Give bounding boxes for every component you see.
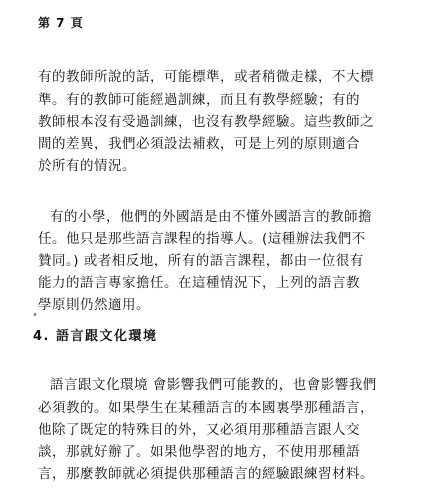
paragraph-1-line-3: 教師根本沒有受過訓練，也沒有教學經驗。這些教師之 bbox=[38, 114, 374, 130]
paragraph-3-line-5: 言，那麼教師就必須提供那種語言的經驗跟練習材料。 bbox=[38, 466, 374, 482]
paragraph-1-line-5: 於所有的情況。 bbox=[38, 158, 136, 174]
paragraph-3-line-2: 必須教的。如果學生在某種語言的本國裏學那種語言， bbox=[38, 400, 374, 416]
page-number: 第 7 頁 bbox=[38, 16, 84, 30]
section-heading: 4. 語言跟文化環境 bbox=[33, 329, 158, 344]
paragraph-2-line-1: 有的小學，他們的外國語是由不懂外國語言的教師擔 bbox=[50, 209, 372, 225]
paragraph-3-line-3: 他除了既定的特殊目的外，又必須用那種語言跟人交 bbox=[38, 422, 360, 438]
paragraph-2-line-4: 能力的語言專家擔任。在這種情況下，上列的語言教 bbox=[38, 275, 360, 291]
paragraph-1-line-1: 有的教師所說的話，可能標準，或者稍微走樣，不大標 bbox=[38, 69, 374, 85]
paragraph-2-line-3: 贊同。) 或者相反地，所有的語言課程，都由一位很有 bbox=[38, 253, 364, 269]
paragraph-2-line-2: 任。他只是那些語言課程的指導人。(這種辦法我們不 bbox=[38, 231, 366, 247]
paragraph-3-line-1: 語言跟文化環境 會影響我們可能教的，也會影響我們 bbox=[50, 377, 377, 393]
paragraph-3-line-4: 談，那就好辦了。如果他學習的地方，不使用那種語 bbox=[38, 444, 360, 460]
paragraph-2-line-5: 學原則仍然適用。 bbox=[38, 297, 150, 313]
scan-speck bbox=[33, 313, 36, 317]
paragraph-1-line-4: 間的差異，我們必須設法補救，可是上列的原則適合 bbox=[38, 136, 360, 152]
paragraph-1-line-2: 準。有的教師可能經過訓練，而且有教學經驗；有的 bbox=[38, 92, 360, 108]
